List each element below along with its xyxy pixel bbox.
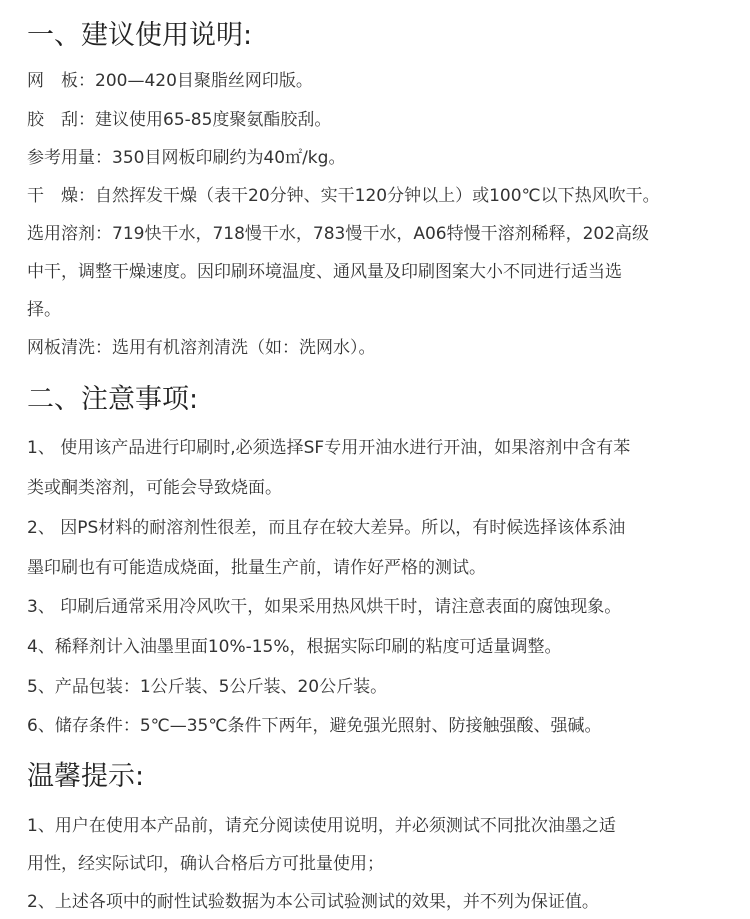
note-line-1b: 类或酮类溶剂，可能会导致烧面。	[27, 478, 282, 498]
usage-line-drying: 干 燥：自然挥发干燥（表干20分钟、实干120分钟以上）或100℃以下热风吹干。	[27, 186, 660, 206]
usage-line-solvent-3: 择。	[27, 300, 61, 320]
usage-line-coverage: 参考用量：350目网板印刷约为40㎡/kg。	[27, 148, 346, 168]
usage-line-cleaning: 网板清洗：选用有机溶剂清洗（如：洗网水）。	[27, 338, 376, 358]
section-heading-usage: 一、建议使用说明:	[27, 20, 253, 51]
note-line-1a: 1、 使用该产品进行印刷时,必须选择SF专用开油水进行开油，如果溶剂中含有苯	[27, 438, 631, 458]
tip-line-1a: 1、用户在使用本产品前，请充分阅读使用说明，并必须测试不同批次油墨之适	[27, 816, 616, 836]
note-line-5: 5、产品包装：1公斤装、5公斤装、20公斤装。	[27, 677, 388, 697]
usage-line-screen: 网 板：200—420目聚脂丝网印版。	[27, 71, 313, 91]
note-line-3: 3、 印刷后通常采用冷风吹干，如果采用热风烘干时，请注意表面的腐蚀现象。	[27, 597, 622, 617]
usage-line-solvent-1: 选用溶剂：719快干水，718慢干水，783慢干水，A06特慢干溶剂稀释，202高级	[27, 224, 650, 244]
note-line-2a: 2、 因PS材料的耐溶剂性很差，而且存在较大差异。所以，有时候选择该体系油	[27, 518, 626, 538]
tip-line-2: 2、上述各项中的耐性试验数据为本公司试验测试的效果，并不列为保证值。	[27, 892, 599, 912]
tip-line-1b: 用性，经实际试印，确认合格后方可批量使用；	[27, 854, 384, 874]
section-heading-notes: 二、注意事项:	[27, 384, 199, 415]
note-line-4: 4、稀释剂计入油墨里面10%-15%，根据实际印刷的粘度可适量调整。	[27, 637, 562, 657]
usage-line-solvent-2: 中干，调整干燥速度。因印刷环境温度、通风量及印刷图案大小不同进行适当选	[27, 262, 622, 282]
note-line-2b: 墨印刷也有可能造成烧面，批量生产前，请作好严格的测试。	[27, 558, 486, 578]
usage-line-squeegee: 胶 刮：建议使用65-85度聚氨酯胶刮。	[27, 110, 332, 130]
note-line-6: 6、储存条件：5℃—35℃条件下两年，避免强光照射、防接触强酸、强碱。	[27, 716, 602, 736]
section-heading-tips: 温馨提示:	[27, 761, 145, 792]
